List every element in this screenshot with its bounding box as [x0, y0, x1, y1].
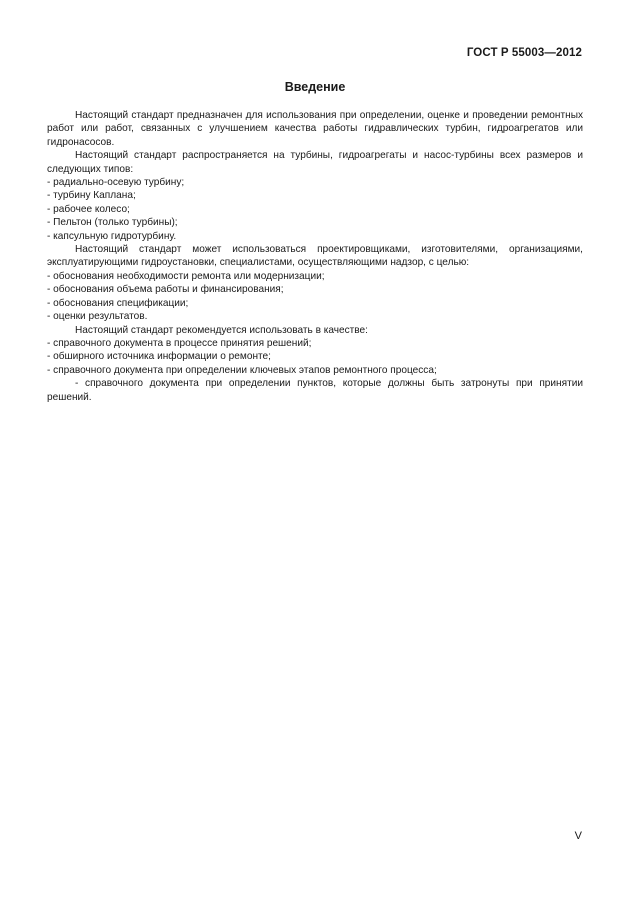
section-title: Введение — [284, 80, 346, 94]
list-item-use-last: - справочного документа при определении пунктов, которые должны быть затронуты при принятии решений. — [47, 378, 583, 403]
list-item-type: - турбину Каплана; — [47, 190, 136, 202]
list-item-type: - рабочее колесо; — [47, 203, 130, 215]
page-number: V — [574, 830, 582, 842]
paragraph-purpose: Настоящий стандарт предназначен для использования при определении, оценке и проведении ремонтных работ или работ, связанных с улучшением качества работы гидравлических турбин, гидроагрегатов или гидронасосов. — [47, 110, 583, 148]
list-item-type: - Пельтон (только турбины); — [47, 217, 178, 229]
list-item-type: - радиально-осевую турбину; — [47, 177, 185, 189]
list-item-purpose: - обоснования спецификации; — [47, 297, 189, 309]
document-code: ГОСТ Р 55003—2012 — [466, 47, 582, 59]
list-item-use: - обширного источника информации о ремонте; — [47, 351, 271, 363]
list-item-purpose: - обоснования необходимости ремонта или модернизации; — [47, 270, 325, 282]
paragraph-scope: Настоящий стандарт распространяется на турбины, гидроагрегаты и насос-турбины всех размеров и следующих типов: — [47, 150, 583, 175]
paragraph-users: Настоящий стандарт может использоваться проектировщиками, изготовителями, организациями, эксплуатирующими гидроустановки, специалистами, осуществляющими надзор, с целью: — [47, 244, 583, 269]
list-item-purpose: - оценки результатов. — [47, 311, 148, 323]
list-item-use: - справочного документа в процессе принятия решений; — [47, 337, 312, 349]
list-item-type: - капсульную гидротурбину. — [47, 230, 177, 242]
paragraph-recommended-use: Настоящий стандарт рекомендуется использовать в качестве: — [75, 324, 368, 336]
body-text — [47, 109, 583, 404]
list-item-use: - справочного документа при определении ключевых этапов ремонтного процесса; — [47, 364, 437, 376]
list-item-purpose: - обоснования объема работы и финансирования; — [47, 284, 284, 296]
